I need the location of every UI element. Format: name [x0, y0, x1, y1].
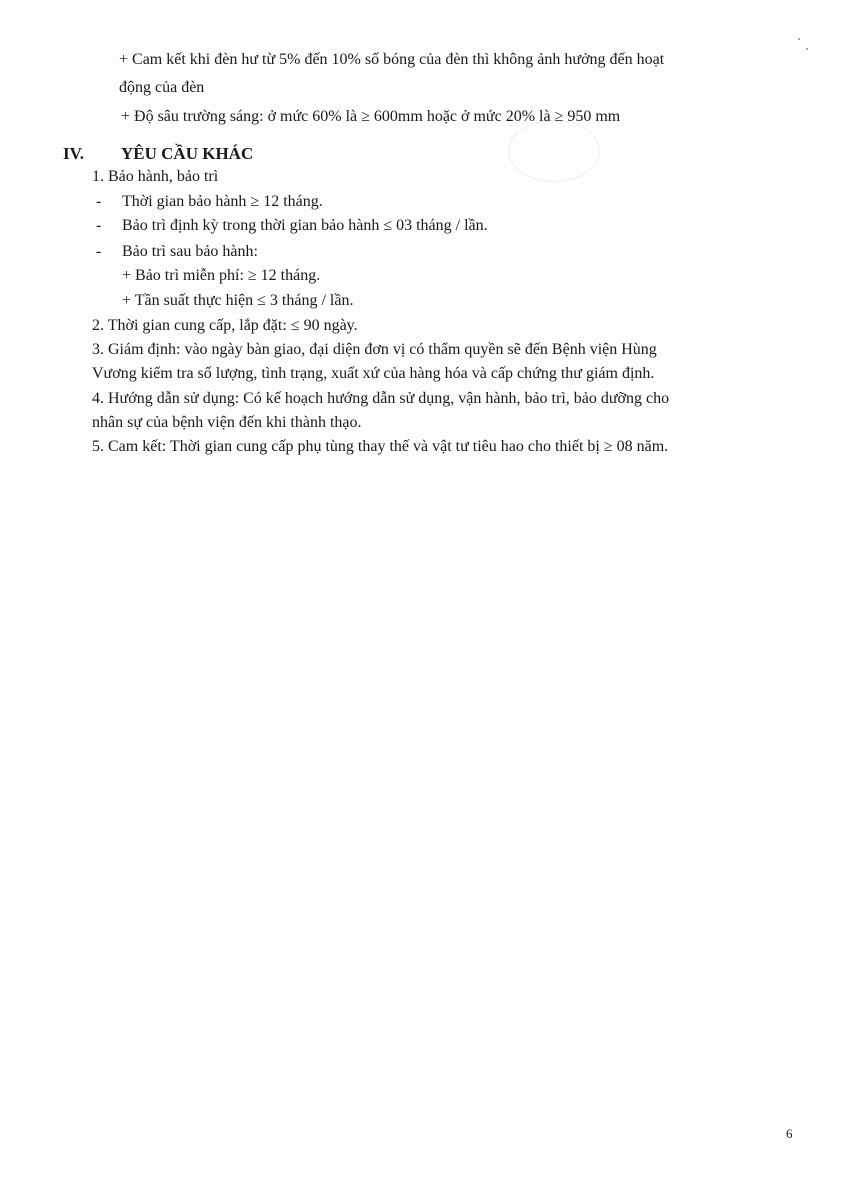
faint-stamp-mark [508, 120, 600, 182]
list-subitem: + Bảo trì miễn phí: ≥ 12 tháng. [122, 267, 321, 284]
page-number: 6 [786, 1126, 793, 1141]
scan-speck [798, 38, 800, 40]
section-number: IV. [63, 144, 84, 163]
list-item-continued: Vương kiểm tra số lượng, tình trạng, xuất xứ của hàng hóa và cấp chứng thư giám định. [92, 365, 655, 382]
list-item: Bảo trì định kỳ trong thời gian bảo hành ≤ 03 tháng / lần. [122, 217, 488, 234]
bullet-dash: - [96, 193, 102, 210]
list-item: 1. Bảo hành, bảo trì [92, 168, 219, 185]
bullet-dash: - [96, 243, 102, 260]
text-line: + Cam kết khi đèn hư từ 5% đến 10% số bóng của đèn thì không ảnh hưởng đến hoạt [119, 51, 665, 68]
section-title: YÊU CẦU KHÁC [121, 144, 254, 163]
list-item: 3. Giám định: vào ngày bàn giao, đại diện đơn vị có thẩm quyền sẽ đến Bệnh viện Hùng [92, 341, 657, 358]
list-item: Bảo trì sau bảo hành: [122, 243, 258, 260]
list-subitem: + Tần suất thực hiện ≤ 3 tháng / lần. [122, 292, 354, 309]
list-item-continued: nhân sự của bệnh viện đến khi thành thạo. [92, 414, 362, 431]
list-item: Thời gian bảo hành ≥ 12 tháng. [122, 193, 323, 210]
text-line: + Độ sâu trường sáng: ở mức 60% là ≥ 600mm hoặc ở mức 20% là ≥ 950 mm [121, 108, 621, 125]
text-line: động của đèn [119, 79, 205, 96]
list-item: 2. Thời gian cung cấp, lắp đặt: ≤ 90 ngày. [92, 317, 358, 334]
bullet-dash: - [96, 217, 102, 234]
scan-speck [806, 48, 808, 50]
section-heading [63, 143, 253, 165]
list-item: 5. Cam kết: Thời gian cung cấp phụ tùng thay thế và vật tư tiêu hao cho thiết bị ≥ 08 năm. [92, 438, 669, 455]
list-item: 4. Hướng dẫn sử dụng: Có kế hoạch hướng dẫn sử dụng, vận hành, bảo trì, bảo dưỡng cho [92, 390, 670, 407]
